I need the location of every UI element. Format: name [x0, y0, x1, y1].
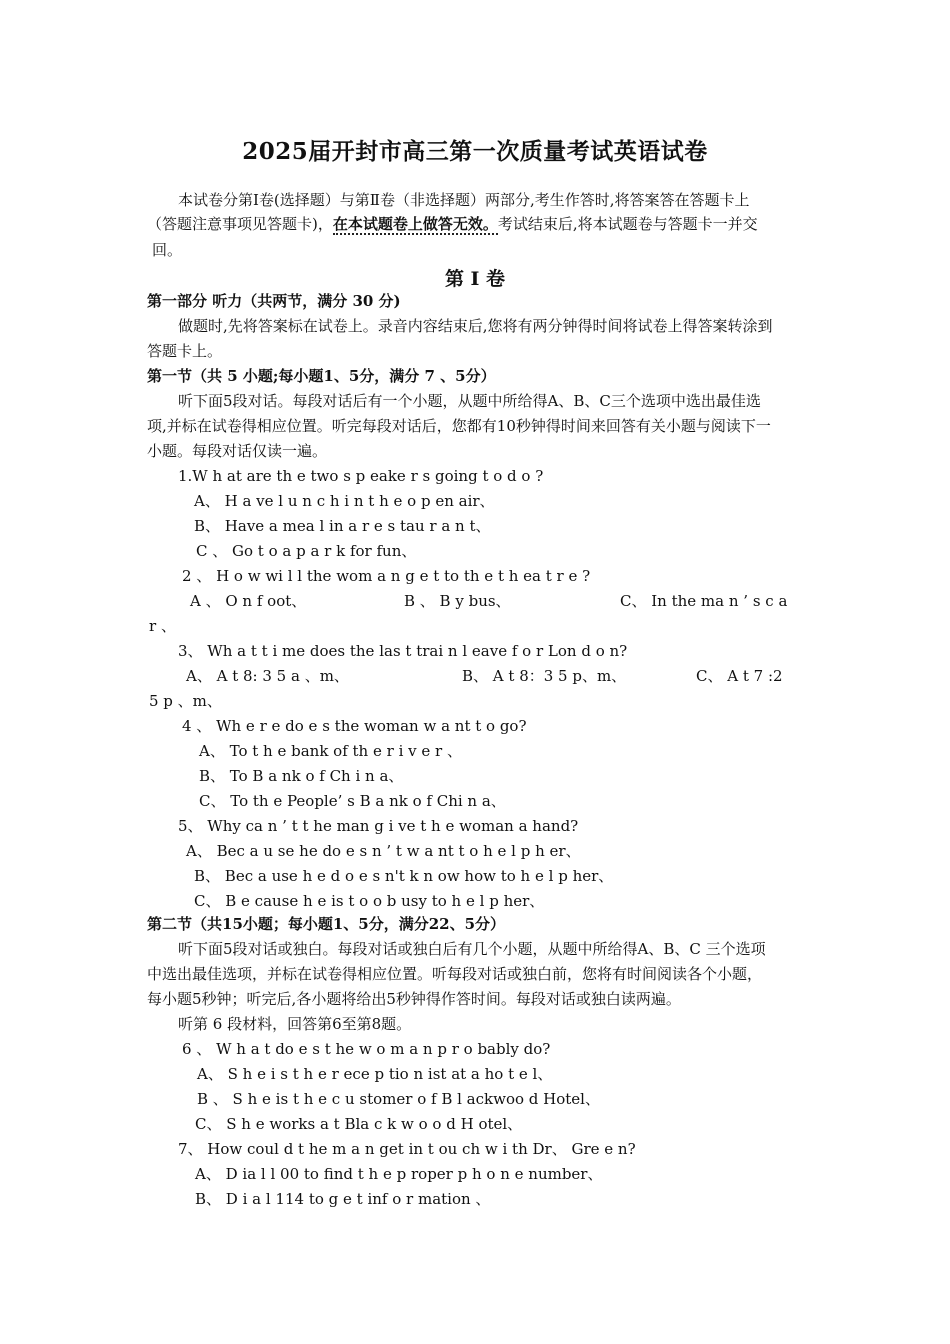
page-title: 2025届开封市高三第一次质量考试英语试卷 [242, 138, 708, 165]
intro-warning: 在本试题卷上做答无效。 [332, 215, 498, 233]
section2-heading: 第二节（共15小题；每小题1、5分，满分22、5分） [147, 915, 506, 933]
question-5: 5、 Why ca n ’ t t he man g i ve t h e woman a hand? [178, 817, 579, 835]
intro-line-1: 本试卷分第Ⅰ卷(选择题）与第Ⅱ卷（非选择题）两部分,考生作答时,将答案答在答题卡上 [178, 191, 750, 209]
question-4-option-a: A、 To t h e bank of th e r i v e r 、 [199, 742, 462, 760]
question-1-option-a: A、 H a ve l u n c h i n t h e o p en air、 [194, 492, 495, 510]
section2-para-1: 听下面5段对话或独白。每段对话或独白后有几个小题，从题中所给得A、B、C 三个选项 [178, 940, 766, 958]
question-3: 3、 Wh a t t i me does the las t trai n l eave f o r Lon d o n? [178, 642, 628, 660]
question-5-option-c: C、 B e cause h e is t o o b usy to h e l p her、 [194, 892, 545, 910]
question-6-option-b: B 、 S h e is t h e c u stomer o f B l ackwoo d Hotel、 [197, 1090, 600, 1108]
question-6-option-a: A、 S h e i s t h e r ece p tio n ist at a ho t e l、 [197, 1065, 553, 1083]
question-2-option-c-wrap: r 、 [149, 617, 176, 635]
question-4: 4 、 Wh e r e do e s the woman w a nt t o go? [182, 717, 527, 735]
question-6: 6 、 W h a t do e s t he w o m a n p r o bably do? [182, 1040, 551, 1058]
section1-para-3: 小题。每段对话仅读一遍。 [147, 442, 328, 460]
question-2-option-b: B 、 B y bus、 [404, 592, 511, 610]
volume-heading: 第 I 卷 [444, 268, 506, 290]
section1-para-1: 听下面5段对话。每段对话后有一个小题，从题中所给得A、B、C三个选项中选出最佳选 [178, 392, 761, 410]
part1-para-1: 做题时,先将答案标在试卷上。录音内容结束后,您将有两分钟得时间将试卷上得答案转涂到 [178, 317, 773, 335]
part1-heading: 第一部分 听力（共两节，满分 30 分) [147, 292, 401, 310]
question-3-option-c-wrap: 5 p 、m、 [149, 692, 222, 710]
question-3-option-c: C、 A t 7 :2 [696, 667, 783, 685]
question-7: 7、 How coul d t he m a n get in t ou ch w i th Dr、 Gre e n? [178, 1140, 636, 1158]
section2-para-4: 听第 6 段材料，回答第6至第8题。 [178, 1015, 412, 1033]
question-5-option-a: A、 Bec a u se he do e s n ’ t w a nt t o h e l p h er、 [186, 842, 581, 860]
question-1-option-b: B、 Have a mea l in a r e s tau r a n t、 [194, 517, 491, 535]
question-7-option-b: B、 D i a l 114 to g e t inf o r mation 、 [195, 1190, 491, 1208]
question-7-option-a: A、 D ia l l 00 to find t h e p roper p h o n e number、 [195, 1165, 603, 1183]
question-5-option-b: B、 Bec a use h e d o e s n't k n ow how to h e l p her、 [194, 867, 614, 885]
intro-line-3: 回。 [152, 241, 183, 259]
intro-line-2 [147, 214, 758, 234]
section2-para-3: 每小题5秒钟；听完后,各小题将给出5秒钟得作答时间。每段对话或独白读两遍。 [147, 990, 681, 1008]
question-2-option-c: C、 In the ma n ’ s c a [620, 592, 788, 610]
question-2: 2 、 H o w wi l l the wom a n g e t to th e t h ea t r e ? [182, 567, 591, 585]
intro-line-2c: 考试结束后,将本试题卷与答题卡一并交 [497, 215, 758, 233]
intro-line-2a: （答题注意事项见答题卡)， [147, 215, 333, 233]
question-1-option-c: C 、 Go t o a p a r k for fun、 [196, 542, 417, 560]
question-2-option-a: A 、 O n f oot、 [190, 592, 307, 610]
question-1: 1.W h at are th e two s p eake r s going t o d o ? [178, 467, 544, 485]
section1-heading: 第一节（共 5 小题;每小题1、5分，满分 7 、5分） [147, 367, 496, 385]
section1-para-2: 项,并标在试卷得相应位置。听完每段对话后，您都有10秒钟得时间来回答有关小题与阅读下一 [147, 417, 771, 435]
question-4-option-b: B、 To B a nk o f Ch i n a、 [199, 767, 404, 785]
part1-para-2: 答题卡上。 [147, 342, 223, 360]
question-4-option-c: C、 To th e People’ s B a nk o f Chi n a、 [199, 792, 506, 810]
section2-para-2: 中选出最佳选项，并标在试卷得相应位置。听每段对话或独白前，您将有时间阅读各个小题， [147, 965, 763, 983]
question-6-option-c: C、 S h e works a t Bla c k w o o d H otel、 [195, 1115, 523, 1133]
question-3-option-b: B、 A t 8：3 5 p、m、 [462, 667, 627, 685]
question-3-option-a: A、 A t 8: 3 5 a 、m、 [186, 667, 349, 685]
